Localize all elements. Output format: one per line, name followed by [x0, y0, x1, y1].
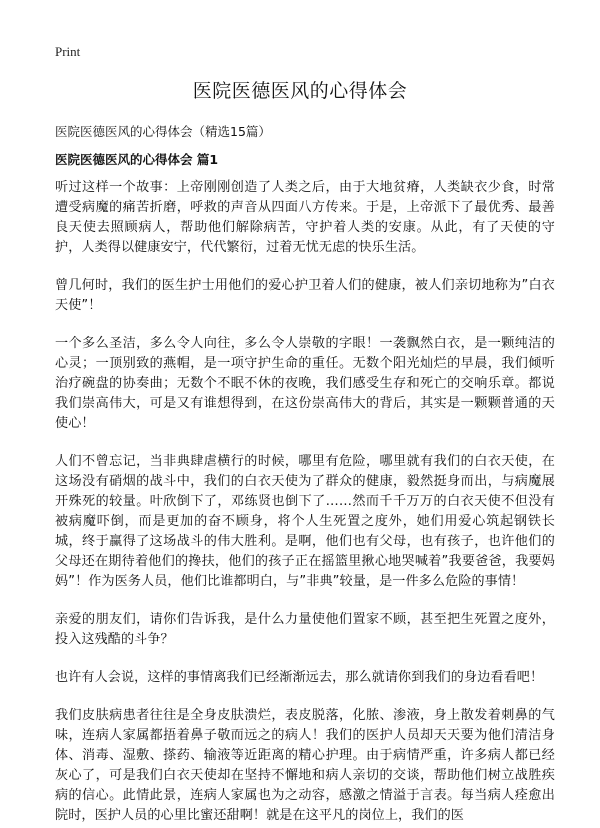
paragraph: 听过这样一个故事：上帝刚刚创造了人类之后，由于大地贫瘠，人类缺衣少食，时常遭受病魔的痛苦折磨，呼救的声音从四面八方传来。于是，上帝派下了最优秀、最善良天使去照顾病人，帮助他们解除病苦，守护着人类的安康。从此，有了天使的守护，人类得以健康安宁，代代繁衍，过着无忧无虑的快乐生活。: [55, 180, 555, 255]
document-subtitle: 医院医德医风的心得体会（精选15篇）: [55, 124, 271, 139]
paragraph: 人们不曾忘记，当非典肆虐横行的时候，哪里有危险，哪里就有我们的白衣天使，在这场没有硝烟的战斗中，我们的白衣天使为了群众的健康，毅然挺身而出，与病魔展开殊死的较量。叶欣倒下了，邓练贤也倒下了……然而千千万万的白衣天使不但没有被病魔吓倒，而是更加的奋不顾身，将个人生死置之度外，她们用爱心筑起钢铁长城，终于赢得了这场战斗的伟大胜利。是啊，他们也有父母，也有孩子，也许他们的父母还在期待着他们的搀扶，他们的孩子正在摇篮里揪心地哭喊着”我要爸爸，我要妈妈”！作为医务人员，他们比谁都明白，与”非典”较量，是一件多么危险的事情！: [55, 454, 555, 589]
paragraph: 我们皮肤病患者往往是全身皮肤溃烂，表皮脱落，化脓、渗液，身上散发着刺鼻的气味，连病人家属都捂着鼻子敬而远之的病人！我们的医护人员却天天要为他们清洁身体、消毒、湿敷、搽药、输液等近距离的精心护理。由于病情严重，许多病人都已经灰心了，可是我们白衣天使却在坚持不懈地和病人亲切的交谈，帮助他们树立战胜疾病的信心。此情此景，连病人家属也为之动容，感激之情溢于言表。每当病人痊愈出院时，医护人员的心里比蜜还甜啊！就是在这平凡的岗位上，我们的医: [55, 708, 555, 823]
paragraph: 曾几何时，我们的医生护士用他们的爱心护卫着人们的健康，被人们亲切地称为”白衣天使”！: [55, 278, 555, 313]
paragraph: 一个多么圣洁，多么令人向往，多么令人崇敬的字眼！一袭飘然白衣，是一颗纯洁的心灵；一顶别致的燕帽，是一项守护生命的重任。无数个阳光灿烂的早晨，我们倾听治疗碗盘的协奏曲；无数个不眠不休的夜晚，我们感受生存和死亡的交响乐章。都说我们崇高伟大，可是又有谁想得到，在这份崇高伟大的背后，其实是一颗颗普通的天使心！: [55, 336, 555, 431]
document-title: 医院医德医风的心得体会: [192, 80, 408, 102]
print-link[interactable]: Print: [55, 44, 81, 59]
section-heading: 医院医德医风的心得体会 篇1: [55, 152, 219, 167]
paragraph: 也许有人会说，这样的事情离我们已经渐渐远去，那么就请你到我们的身边看看吧！: [55, 670, 544, 685]
paragraph: 亲爱的朋友们，请你们告诉我，是什么力量使他们置家不顾，甚至把生死置之度外，投入这残酷的斗争？: [55, 612, 555, 647]
article-body: [55, 178, 555, 828]
